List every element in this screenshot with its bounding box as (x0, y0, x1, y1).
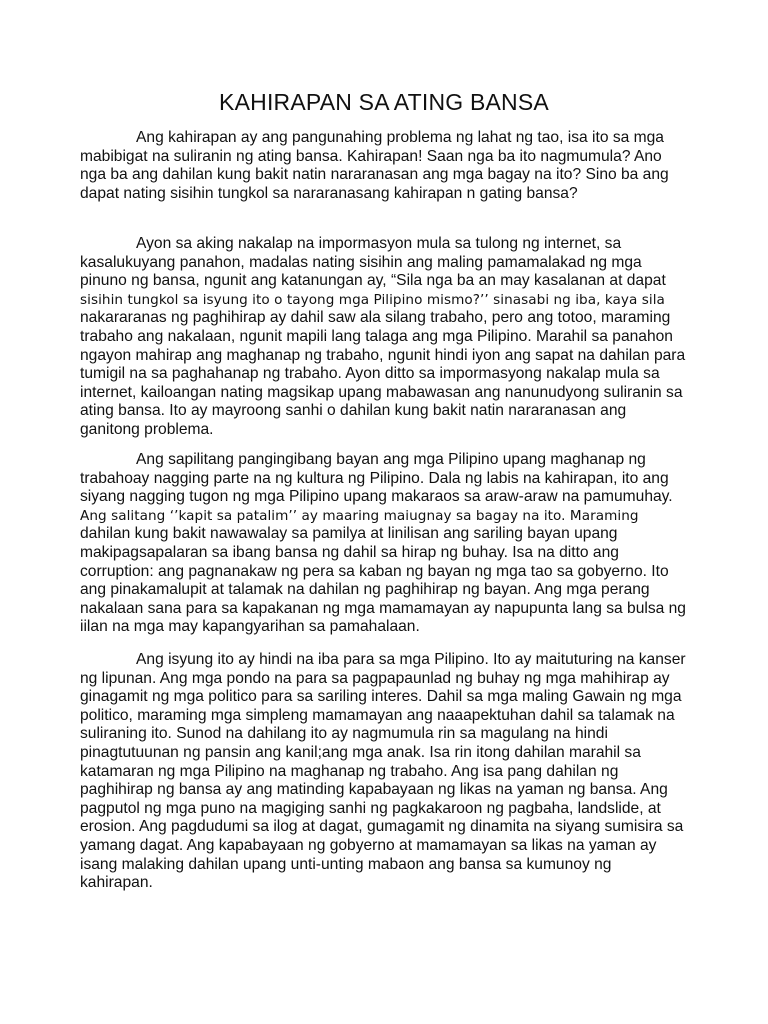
paragraph-line: nakararanas ng paghihirap ay dahil saw ala silang trabaho, pero ang totoo, maraming (80, 309, 671, 327)
paragraph-line: corruption: ang pagnanakaw ng pera sa kaban ng bayan ng mga tao sa gobyerno. Ito (80, 562, 669, 580)
paragraph-line: suliraning ito. Sunod na dahilang ito ay nagmumula rin sa magulang na hindi (80, 725, 608, 743)
paragraph-line: Ayon sa aking nakalap na impormasyon mula sa tulong ng internet, sa (136, 235, 622, 252)
paragraph-line: katamaran ng mga Pilipino na maghanap ng trabaho. Ang isa pang dahilan ng (80, 762, 619, 780)
paragraph-line: nakalaan sana para sa kapakanan ng mga mamamayan ay napupunta lang sa bulsa ng (80, 599, 686, 617)
paragraph-line: ginagamit ng mga politico para sa sariling interes. Dahil sa mga maling Gawain ng mga (80, 688, 682, 706)
paragraph-line: Ang salitang ‘’kapit sa patalim’’ ay maaring maiugnay sa bagay na ito. Maraming (80, 507, 639, 524)
paragraph-line: isang malaking dahilan upang unti-unting mabaon ang bansa sa kumunoy ng (80, 855, 612, 873)
paragraph-line: ng lipunan. Ang mga pondo na para sa pagpapaunlad ng buhay ng mga mahihirap ay (80, 669, 670, 687)
paragraph-line: Ang kahirapan ay ang pangunahing problema ng lahat ng tao, isa ito sa mga (136, 129, 664, 146)
paragraph-line: trabahoay nagging parte na ng kultura ng Pilipino. Dala ng labis na kahirapan, ito ang (80, 469, 669, 487)
paragraph-line: dahilan kung bakit nawawalay sa pamilya at linilisan ang sariling bayan upang (80, 525, 618, 543)
paragraph-line: yamang dagat. Ang kapabayaan ng gobyerno at mamamayan sa likas na yaman ay (80, 836, 657, 854)
paragraph-line: ang pinakamalupit at talamak na dahilan ng paghihirap ng bayan. Ang mga perang (80, 581, 650, 599)
paragraph-line: pinagtutuunan ng pansin ang kanil;ang mga anak. Isa rin itong dahilan marahil sa (80, 743, 641, 761)
paragraph-line: politico, maraming mga simpleng mamamayan ang naaapektuhan dahil sa talamak na (80, 706, 675, 724)
paragraph-3 (80, 451, 686, 637)
paragraph-line: iilan na mga may kapangyarihan sa pamahalaan. (80, 618, 420, 636)
paragraph-line: sisihin tungkol sa isyung ito o tayong mga Pilipino mismo?’’ sinasabi ng iba, kaya sila (80, 291, 665, 308)
document-title: KAHIRAPAN SA ATING BANSA (219, 89, 549, 115)
paragraph-line: pinuno ng bansa, ngunit ang katanungan ay, “Sila nga ba an may kasalanan at dapat (80, 272, 666, 290)
paragraph-line: ganitong problema. (80, 420, 214, 438)
paragraph-line: mabibigat na suliranin ng ating bansa. Kahirapan! Saan nga ba ito nagmumula? Ano (80, 147, 662, 165)
paragraph-line: ating bansa. Ito ay mayroong sanhi o dahilan kung bakit natin nararanasan ang (80, 402, 627, 420)
paragraph-line: kasalukuyang panahon, madalas nating sisihin ang maling pamamalakad ng mga (80, 253, 642, 271)
paragraph-line: Ang isyung ito ay hindi na iba para sa mga Pilipino. Ito ay maituturing na kanser (136, 651, 686, 668)
paragraph-line: paghihirap ng bansa ay ang matinding kapabayaan ng likas na yaman ng bansa. Ang (80, 781, 668, 799)
paragraph-line: trabaho ang nakalaan, ngunit mapili lang talaga ang mga Pilipino. Marahil sa panahon (80, 327, 673, 345)
paragraph-line: erosion. Ang pagdudumi sa ilog at dagat, gumagamit ng dinamita na siyang sumisira sa (80, 818, 684, 836)
paragraph-line: kahirapan. (80, 874, 153, 892)
paragraph-line: Ang sapilitang pangingibang bayan ang mga Pilipino upang maghanap ng (136, 451, 646, 468)
paragraph-line: siyang nagging tugon ng mga Pilipino upang makaraos sa araw-araw na pamumuhay. (80, 488, 673, 506)
paragraph-line: pagputol ng mga puno na magiging sanhi ng pagkakaroon ng pagbaha, landslide, at (80, 799, 661, 817)
paragraph-line: nga ba ang dahilan kung bakit natin nararanasan ang mga bagay na ito? Sino ba ang (80, 166, 669, 184)
paragraph-line: dapat nating sisihin tungkol sa nararanasang kahirapan n gating bansa? (80, 184, 578, 202)
paragraph-1 (80, 129, 680, 203)
paragraph-line: tumigil na sa paghahanap ng trabaho. Ayon ditto sa impormasyong nakalap mula sa (80, 365, 660, 383)
paragraph-2 (80, 235, 686, 440)
paragraph-line: ngayon mahirap ang maghanap ng trabaho, ngunit hindi iyon ang sapat na dahilan para (80, 346, 686, 364)
paragraph-4 (80, 651, 686, 893)
paragraph-line: internet, kailoangan nating magsikap upang mabawasan ang nanunudyong suliranin sa (80, 383, 683, 401)
paragraph-line: makipagsapalaran sa ibang bansa ng dahil sa hirap ng buhay. Isa na ditto ang (80, 543, 619, 561)
